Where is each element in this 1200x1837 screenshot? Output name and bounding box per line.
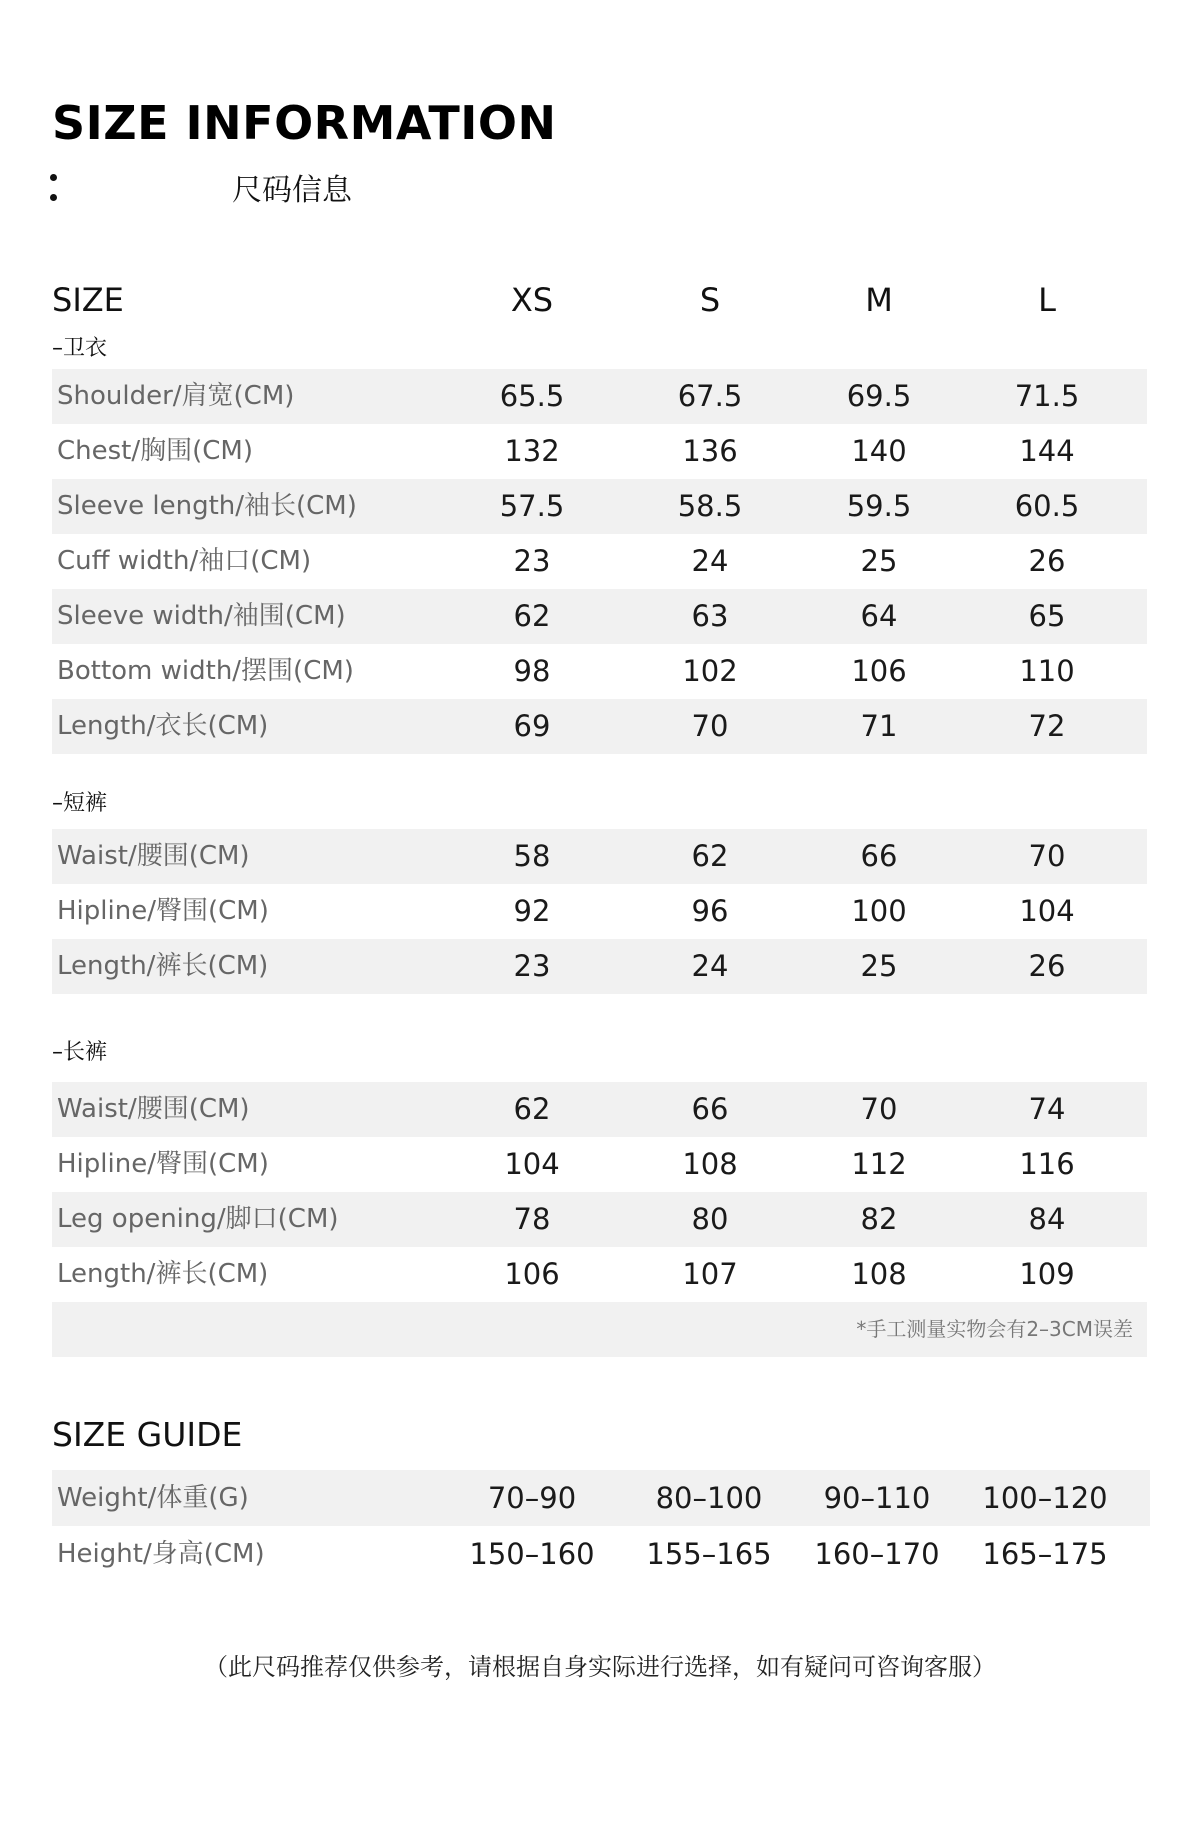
cell-m: 25 — [860, 949, 898, 983]
table-row — [52, 369, 1147, 424]
cell-m: 160–170 — [814, 1537, 940, 1571]
cell-m: 108 — [851, 1257, 907, 1291]
cell-s: 108 — [682, 1147, 738, 1181]
cell-s: 66 — [691, 1092, 729, 1126]
cell-xs: 104 — [504, 1147, 560, 1181]
cell-l: 60.5 — [1014, 489, 1080, 523]
cell-l: 26 — [1028, 544, 1066, 578]
cell-xs: 150–160 — [469, 1537, 595, 1571]
cell-xs: 23 — [513, 544, 551, 578]
table-row — [52, 424, 1147, 479]
cell-m: 25 — [860, 544, 898, 578]
row-label: Hipline/臀围(CM) — [57, 896, 269, 926]
cell-l: 100–120 — [982, 1481, 1108, 1515]
cell-s: 70 — [691, 709, 729, 743]
table-row — [52, 1082, 1147, 1137]
table-row — [52, 699, 1147, 754]
size-header-l: L — [1038, 281, 1056, 319]
cell-xs: 92 — [513, 894, 551, 928]
shorts-size-table — [52, 829, 1147, 994]
cell-m: 140 — [851, 434, 907, 468]
cell-xs: 65.5 — [499, 379, 565, 413]
measurement-note-row — [52, 1302, 1147, 1357]
cell-s: 63 — [691, 599, 729, 633]
cell-s: 67.5 — [677, 379, 743, 413]
size-header-xs: XS — [510, 281, 554, 319]
table-row — [52, 1526, 1150, 1582]
measurement-note: *手工测量实物会有2–3CM误差 — [856, 1317, 1133, 1341]
cell-m: 59.5 — [846, 489, 912, 523]
size-header-s: S — [699, 281, 721, 319]
cell-m: 82 — [860, 1202, 898, 1236]
table-row — [52, 829, 1147, 884]
row-label: Length/裤长(CM) — [57, 1259, 269, 1289]
cell-l: 144 — [1019, 434, 1075, 468]
cell-s: 80–100 — [655, 1481, 763, 1515]
cell-l: 116 — [1019, 1147, 1075, 1181]
cell-s: 102 — [682, 654, 738, 688]
cell-xs: 78 — [513, 1202, 551, 1236]
table-row — [52, 939, 1147, 994]
size-header-m: M — [865, 281, 893, 319]
footer-disclaimer: （此尺码推荐仅供参考，请根据自身实际进行选择，如有疑问可咨询客服） — [204, 1653, 996, 1681]
section-label-shorts: –短裤 — [52, 791, 108, 816]
row-label: Sleeve width/袖围(CM) — [57, 601, 346, 631]
cell-xs: 69 — [513, 709, 551, 743]
cell-xs: 57.5 — [499, 489, 565, 523]
colon-marker-icon — [50, 174, 58, 204]
table-row — [52, 589, 1147, 644]
row-label: Waist/腰围(CM) — [57, 841, 250, 871]
row-label: Length/裤长(CM) — [57, 951, 269, 981]
row-label: Height/身高(CM) — [57, 1539, 265, 1569]
row-label: Length/衣长(CM) — [57, 711, 269, 741]
cell-m: 66 — [860, 839, 898, 873]
table-row — [52, 884, 1147, 939]
table-row — [52, 1470, 1150, 1526]
cell-xs: 106 — [504, 1257, 560, 1291]
cell-l: 74 — [1028, 1092, 1066, 1126]
cell-m: 100 — [851, 894, 907, 928]
cell-xs: 62 — [513, 599, 551, 633]
table-row — [52, 1247, 1147, 1302]
table-row — [52, 479, 1147, 534]
row-label: Hipline/臀围(CM) — [57, 1149, 269, 1179]
row-label: Cuff width/袖口(CM) — [57, 546, 312, 576]
cell-m: 112 — [851, 1147, 907, 1181]
cell-l: 65 — [1028, 599, 1066, 633]
table-row — [52, 644, 1147, 699]
cell-l: 72 — [1028, 709, 1066, 743]
cell-xs: 62 — [513, 1092, 551, 1126]
cell-xs: 132 — [504, 434, 560, 468]
row-label: Weight/体重(G) — [57, 1483, 249, 1513]
cell-l: 71.5 — [1014, 379, 1080, 413]
table-row — [52, 534, 1147, 589]
cell-xs: 23 — [513, 949, 551, 983]
row-label: Shoulder/肩宽(CM) — [57, 381, 295, 411]
section-label-hoodie: –卫衣 — [52, 336, 108, 361]
row-label: Waist/腰围(CM) — [57, 1094, 250, 1124]
cell-s: 155–165 — [646, 1537, 772, 1571]
table-row — [52, 1137, 1147, 1192]
cell-s: 136 — [682, 434, 738, 468]
section-label-trousers: –长裤 — [52, 1040, 108, 1065]
cell-m: 69.5 — [846, 379, 912, 413]
cell-xs: 58 — [513, 839, 551, 873]
cell-m: 106 — [851, 654, 907, 688]
page-title: SIZE INFORMATION — [52, 96, 557, 150]
row-label: Bottom width/摆围(CM) — [57, 656, 354, 686]
size-header-label: SIZE — [52, 281, 124, 319]
row-label: Chest/胸围(CM) — [57, 436, 254, 466]
size-header-row — [52, 281, 1147, 324]
cell-s: 24 — [691, 949, 729, 983]
row-label: Leg opening/脚口(CM) — [57, 1204, 339, 1234]
cell-l: 110 — [1019, 654, 1075, 688]
cell-l: 165–175 — [982, 1537, 1108, 1571]
cell-s: 80 — [691, 1202, 729, 1236]
cell-m: 70 — [860, 1092, 898, 1126]
cell-l: 70 — [1028, 839, 1066, 873]
cell-m: 64 — [860, 599, 898, 633]
size-guide-title: SIZE GUIDE — [52, 1415, 243, 1454]
cell-l: 26 — [1028, 949, 1066, 983]
size-guide-table — [52, 1470, 1150, 1582]
cell-s: 62 — [691, 839, 729, 873]
trousers-size-table — [52, 1082, 1147, 1357]
table-row — [52, 1192, 1147, 1247]
row-label: Sleeve length/袖长(CM) — [57, 491, 357, 521]
cell-l: 109 — [1019, 1257, 1075, 1291]
hoodie-size-table — [52, 369, 1147, 754]
page-subtitle: 尺码信息 — [232, 173, 352, 208]
cell-xs: 98 — [513, 654, 551, 688]
cell-m: 90–110 — [823, 1481, 931, 1515]
cell-l: 84 — [1028, 1202, 1066, 1236]
cell-s: 24 — [691, 544, 729, 578]
cell-l: 104 — [1019, 894, 1075, 928]
cell-s: 96 — [691, 894, 729, 928]
cell-xs: 70–90 — [487, 1481, 577, 1515]
cell-s: 107 — [682, 1257, 738, 1291]
cell-s: 58.5 — [677, 489, 743, 523]
cell-m: 71 — [860, 709, 898, 743]
